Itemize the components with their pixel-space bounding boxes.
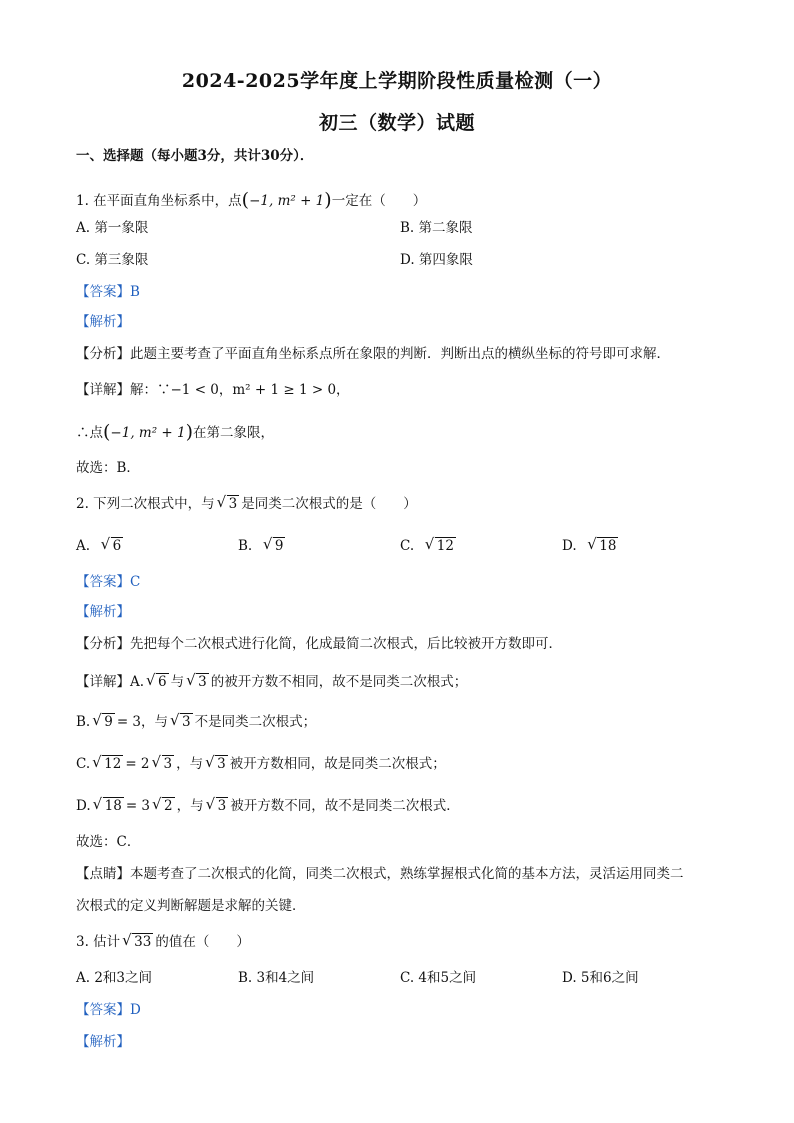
q2-detail-b-prefix: B.	[76, 714, 91, 730]
q2-detail-c-rad3b: 3	[217, 756, 226, 772]
q2-detail-a-mid: 与	[170, 674, 185, 690]
q1-option-d: D. 第四象限	[400, 252, 473, 268]
q3-option-a: A. 2和3之间	[76, 970, 153, 986]
q3-option-c: C. 4和5之间	[400, 970, 477, 986]
q3-jiexi: 【解析】	[76, 1034, 130, 1050]
q2-detail-a-rad3: 3	[198, 674, 207, 690]
q2-option-a-value: 6	[112, 538, 122, 554]
q2-detail-d-mid: ，与	[176, 798, 204, 814]
q2-comment-line2: 次根式的定义判断解题是求解的关键．	[76, 898, 306, 914]
q2-jiexi: 【解析】	[76, 604, 130, 620]
q2-detail-d-prefix: D.	[76, 798, 91, 814]
q2-detail-d	[76, 796, 718, 816]
q1-conclusion-point: −1, m² + 1	[110, 425, 186, 441]
q1-conclusion-suffix: 在第二象限，	[193, 425, 275, 441]
q2-stem-prefix: 2. 下列二次根式中，与	[76, 496, 215, 512]
q2-comment-line1: 【点睛】本题考查了二次根式的化简，同类二次根式，熟练掌握根式化简的基本方法，灵活运用同类二	[76, 866, 684, 882]
q1-stem-prefix: 1. 在平面直角坐标系中，点	[76, 193, 242, 209]
q2-option-c-value: 12	[436, 538, 454, 554]
q2-detail-a	[76, 672, 718, 692]
q2-detail-d-rad3: 3	[217, 798, 227, 814]
q1-answer: 【答案】B	[76, 284, 140, 300]
q1-conclusion: ∴点(−1, m² + 1)在第二象限，	[76, 421, 275, 443]
q3-stem-radicand: 33	[134, 934, 152, 950]
q3-option-d: D. 5和6之间	[562, 970, 639, 986]
q2-detail-a-rad6: 6	[158, 674, 167, 690]
q2-detail-b-eq: = 3，与	[116, 714, 169, 730]
section-heading: 一、选择题（每小题3分，共计30分）．	[76, 148, 314, 164]
q2-detail-b-rad3: 3	[182, 714, 191, 730]
q2-option-a-label: A.	[76, 538, 91, 554]
q1-option-c: C. 第三象限	[76, 252, 149, 268]
q2-detail-c-mid: ，与	[176, 756, 204, 772]
q3-answer: 【答案】D	[76, 1002, 141, 1018]
q2-detail-b	[76, 712, 718, 732]
q2-choose: 故选：C．	[76, 834, 141, 850]
q2-option-c-label: C.	[400, 538, 415, 554]
q2-option-c	[400, 536, 458, 556]
q2-detail-a-suffix: 的被开方数不相同，故不是同类二次根式；	[210, 674, 468, 690]
q2-detail-c-suffix: 被开方数相同，故是同类二次根式；	[229, 756, 446, 772]
q2-answer: 【答案】C	[76, 574, 141, 590]
q2-detail-a-prefix: 【详解】A.	[76, 674, 145, 690]
q2-detail-d-suffix: 被开方数不同，故不是同类二次根式．	[230, 798, 460, 814]
q2-option-b-label: B.	[238, 538, 253, 554]
q1-point: −1, m² + 1	[249, 193, 325, 209]
q1-choose: 故选：B．	[76, 460, 140, 476]
q2-detail-d-rad2: 2	[164, 798, 173, 814]
q2-detail-b-suffix: 不是同类二次根式；	[194, 714, 317, 730]
q3-stem-suffix: 的值在（ ）	[155, 934, 250, 950]
q1-option-b: B. 第二象限	[400, 220, 473, 236]
q2-option-d-value: 18	[599, 538, 617, 554]
exam-subtitle: 初三（数学）试题	[318, 112, 475, 134]
q1-detail: 【详解】解：∵−1 < 0，m² + 1 ≥ 1 > 0，	[76, 382, 350, 398]
q3-option-b: B. 3和4之间	[238, 970, 315, 986]
q2-analysis: 【分析】先把每个二次根式进行化简，化成最简二次根式，后比较被开方数即可．	[76, 636, 562, 652]
q2-detail-c-prefix: C.	[76, 756, 91, 772]
q1-analysis: 【分析】此题主要考查了平面直角坐标系点所在象限的判断．判断出点的横纵坐标的符号即可求解．	[76, 346, 670, 362]
q2-detail-d-rad18: 18	[104, 798, 122, 814]
q2-detail-c-eq: = 2	[125, 756, 150, 772]
q2-stem-suffix: 是同类二次根式的是（ ）	[241, 496, 417, 512]
q2-option-a	[76, 536, 125, 556]
q2-detail-c-rad12: 12	[104, 756, 122, 772]
q2-detail-c	[76, 754, 718, 774]
q2-option-b-value: 9	[274, 538, 284, 554]
q1-stem-suffix: 一定在（ ）	[331, 193, 427, 209]
q2-stem	[76, 494, 718, 514]
q1-stem: 1. 在平面直角坐标系中，点(−1, m² + 1)一定在（ ）	[76, 189, 427, 211]
q2-detail-b-rad9: 9	[104, 714, 113, 730]
q2-detail-c-rad3a: 3	[163, 756, 173, 772]
q2-detail-d-eq: = 3	[125, 798, 151, 814]
q2-stem-radicand: 3	[228, 496, 238, 512]
q2-option-d	[562, 536, 620, 556]
q3-stem-prefix: 3. 估计	[76, 934, 121, 950]
q1-conclusion-prefix: ∴点	[76, 425, 103, 441]
q1-jiexi: 【解析】	[76, 314, 130, 330]
q2-option-d-label: D.	[562, 538, 577, 554]
exam-title: 2024-2025学年度上学期阶段性质量检测（一）	[181, 70, 613, 92]
q3-stem	[76, 932, 718, 952]
q2-option-b	[238, 536, 287, 556]
q1-option-a: A. 第一象限	[76, 220, 149, 236]
